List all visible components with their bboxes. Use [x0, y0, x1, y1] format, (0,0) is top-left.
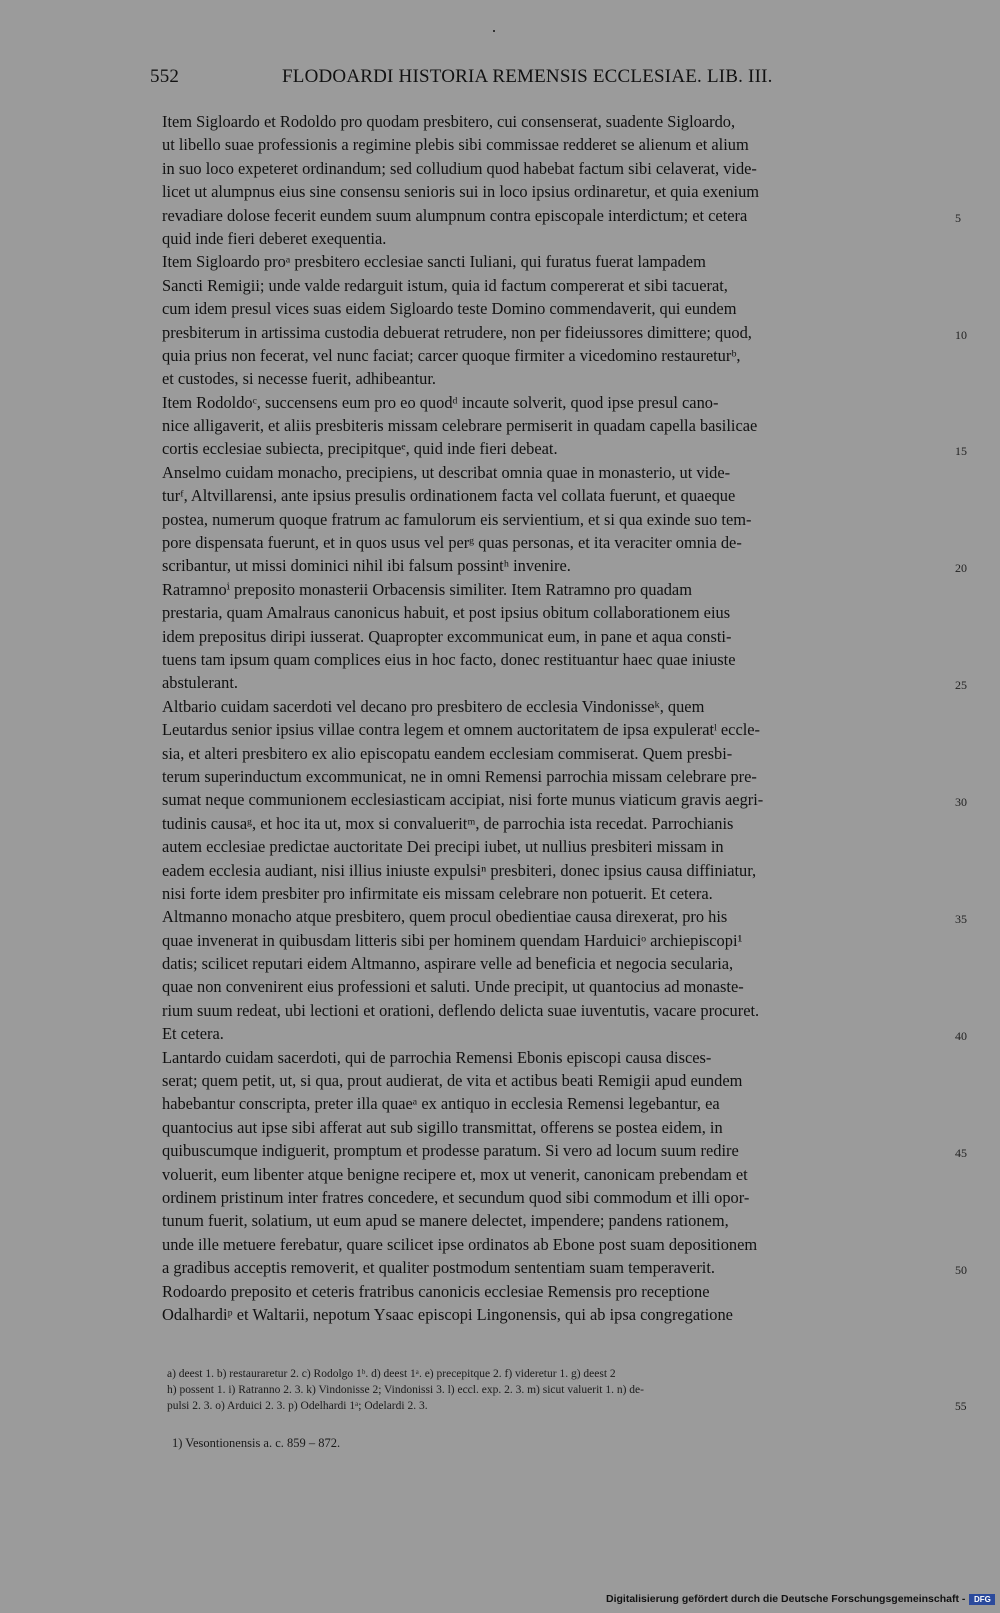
text-line-text: cum idem presul vices suas eidem Sigloardo teste Domino commendaverit, qui eundem: [162, 299, 737, 319]
text-line-text: Altbario cuidam sacerdoti vel decano pro presbitero de ecclesia Vindonisseᵏ, quem: [162, 696, 705, 716]
text-line-text: postea, numerum quoque fratrum ac famulorum eis servientium, et si qua exinde suo tem-: [162, 509, 752, 529]
text-line-text: revadiare dolose fecerit eundem suum alumpnum contra episcopale interdictum; et cetera: [162, 205, 748, 225]
text-line: [162, 929, 948, 952]
text-line-text: Item Rodoldoᶜ, succensens eum pro eo quodᵈ incaute solverit, quod ipse presul cano-: [162, 392, 719, 412]
text-line: [162, 975, 948, 998]
text-line: [162, 321, 967, 344]
line-number: 35: [955, 912, 967, 927]
text-line: [162, 882, 948, 905]
text-line: [162, 835, 948, 858]
text-line-text: tunum fuerit, solatium, ut eum apud se manere delectet, impendere; pandens rationem,: [162, 1211, 729, 1231]
text-line-text: turᶠ, Altvillarensi, ante ipsius presulis ordinationem facta vel collata fuerunt, et quaeque: [162, 486, 736, 506]
text-line: [162, 1069, 948, 1092]
text-line-text: eadem ecclesia audiant, nisi illius iniuste expulsiⁿ presbiteri, donec ipsius causa diffiniatur,: [162, 860, 757, 880]
text-line: [162, 437, 967, 460]
text-line-text: ut libello suae professionis a regimine plebis sibi commissae redderet se alienum et alium: [162, 135, 749, 155]
apparatus-line-text: a) deest 1. b) restauraretur 2. c) Rodolgo 1ᵇ. d) deest 1ᵃ. e) precepitque 2. f) videretur 1. g) deest 2: [167, 1368, 616, 1380]
text-line: [162, 531, 948, 554]
text-line-text: Sancti Remigii; unde valde redarguit istum, quia id factum compererat et sibi tacuerat,: [162, 275, 728, 295]
text-line-text: serat; quem petit, ut, si qua, prout audierat, de vita et actibus beati Remigii apud eundem: [162, 1071, 743, 1091]
line-number: 15: [955, 444, 967, 459]
text-line: [162, 1256, 967, 1279]
text-line: [162, 718, 948, 741]
line-number: 10: [955, 327, 967, 342]
text-line: [162, 1022, 967, 1045]
text-line: [162, 157, 948, 180]
text-line: [162, 1186, 948, 1209]
text-line-text: abstulerant.: [162, 673, 239, 693]
text-line: [162, 1046, 948, 1069]
text-line: [162, 367, 948, 390]
text-line: [162, 859, 948, 882]
text-line: [162, 1116, 948, 1139]
text-line-text: ordinem pristinum inter fratres concedere, et secundum quod sibi commodum et illi opor-: [162, 1187, 750, 1207]
text-line-text: in suo loco expeteret ordinandum; sed colludium quod habebat factum sibi celaverat, vide-: [162, 158, 757, 178]
line-number: 55: [955, 1401, 967, 1413]
text-line: [162, 274, 948, 297]
text-line-text: voluerit, eum libenter atque benigne recipere et, mox ut venerit, canonicam prebendam et: [162, 1164, 748, 1184]
scan-speck: [493, 30, 495, 32]
text-line-text: terum superinductum excommunicat, ne in omni Remensi parrochia missam celebrare pre-: [162, 766, 757, 786]
text-line: [162, 905, 967, 928]
text-line: [162, 671, 967, 694]
text-line: [162, 1303, 948, 1326]
apparatus-line-text: pulsi 2. 3. o) Arduici 2. 3. p) Odelhardi 1ᵃ; Odelardi 2. 3.: [167, 1400, 428, 1412]
text-line-text: Rodoardo preposito et ceteris fratribus canonicis ecclesiae Remensis pro receptione: [162, 1281, 710, 1301]
text-line: [162, 180, 948, 203]
dfg-footer: [606, 1593, 995, 1605]
line-number: 5: [955, 210, 961, 225]
text-line-text: Anselmo cuidam monacho, precipiens, ut describat omnia quae in monasterio, ut vide-: [162, 462, 731, 482]
main-text: [162, 110, 967, 1326]
text-line-text: quae non convenirent eius professioni et saluti. Unde precipit, ut quantocius ad monaste-: [162, 977, 744, 997]
text-line-text: quid inde fieri deberet exequentia.: [162, 228, 387, 248]
text-line-text: sia, et alteri presbitero ex alio episcopatu eandem ecclesiam commiserat. Quem presbi-: [162, 743, 733, 763]
apparatus-line: [167, 1398, 967, 1414]
text-line-text: tuens tam ipsum quam complices eius in hoc facto, donec restituantur haec quae iniuste: [162, 649, 736, 669]
text-line: [162, 1163, 948, 1186]
running-title: FLODOARDI HISTORIA REMENSIS ECCLESIAE. LIB. III.: [282, 66, 773, 87]
text-line: [162, 742, 948, 765]
text-line-text: cortis ecclesiae subiecta, precipitqueᵉ, quid inde fieri debeat.: [162, 439, 558, 459]
text-line: [162, 601, 948, 624]
page-number: 552: [150, 66, 180, 87]
dfg-logo-icon: DFG: [969, 1594, 995, 1605]
text-line: [162, 250, 948, 273]
text-line-text: Et cetera.: [162, 1024, 224, 1044]
apparatus-line: [167, 1366, 967, 1382]
text-line-text: datis; scilicet reputari eidem Altmanno, aspirare velle ad beneficia et negocia secularia,: [162, 954, 734, 974]
text-line: [162, 578, 948, 601]
text-line-text: Item Sigloardo et Rodoldo pro quodam presbitero, cui consenserat, suadente Sigloardo,: [162, 112, 736, 131]
text-line-text: prestaria, quam Amalraus canonicus habuit, et post ipsius obitum collaborationem eius: [162, 603, 731, 623]
text-line: [162, 765, 948, 788]
text-line: [162, 695, 948, 718]
text-line-text: quantocius aut ipse sibi afferat aut sub sigillo transmittat, offerens se postea eidem, in: [162, 1117, 723, 1137]
critical-apparatus: [167, 1366, 967, 1414]
line-number: 50: [955, 1263, 967, 1278]
text-line-text: Item Sigloardo proᵃ presbitero ecclesiae sancti Iuliani, qui furatus fuerat lampadem: [162, 252, 706, 272]
text-line-text: presbiterum in artissima custodia debuerat retrudere, non per fideiussores dimittere; quod,: [162, 322, 752, 342]
text-line-text: rium suum redeat, ubi lectioni et orationi, deflendo delicta suae iuventutis, vacare procuret.: [162, 1000, 760, 1020]
text-line-text: quia prius non fecerat, vel nunc faciat; carcer quoque firmiter a vicedomino restaureturᵇ,: [162, 345, 741, 365]
text-line-text: Ratramnoⁱ preposito monasterii Orbacensis similiter. Item Ratramno pro quadam: [162, 579, 692, 599]
text-line: [162, 625, 948, 648]
text-line: [162, 788, 967, 811]
text-line: [162, 133, 948, 156]
text-line-text: Leutardus senior ipsius villae contra legem et omnem auctoritatem de ipsa expuleratˡ eccle-: [162, 720, 761, 740]
text-line-text: idem prepositus diripi iusserat. Quapropter excommunicat eum, in pane et aqua consti-: [162, 626, 732, 646]
text-line: [162, 1233, 948, 1256]
footer-text: Digitalisierung gefördert durch die Deutsche Forschungsgemeinschaft -: [606, 1593, 966, 1605]
line-number: 40: [955, 1029, 967, 1044]
text-line-text: quibuscumque indiguerit, promptum et prodesse paratum. Si vero ad locum suum redire: [162, 1141, 739, 1161]
line-number: 45: [955, 1146, 967, 1161]
line-number: 25: [955, 678, 967, 693]
text-line: [162, 110, 948, 133]
text-line: [162, 952, 948, 975]
text-line-text: scribantur, ut missi dominici nihil ibi falsum possintʰ invenire.: [162, 556, 571, 576]
apparatus-line: [167, 1382, 967, 1398]
text-line: [162, 1209, 948, 1232]
text-line-text: licet ut alumpnus eius sine consensu senioris sui in loco ipsius ordinaretur, et quia exenium: [162, 182, 760, 202]
text-line-text: sumat neque communionem ecclesiasticam accipiat, nisi forte munus viaticum gravis aegri-: [162, 790, 764, 810]
text-line-text: unde ille metuere ferebatur, quare scilicet ipse ordinatos ab Ebone post suam depositionem: [162, 1234, 758, 1254]
text-line-text: Lantardo cuidam sacerdoti, qui de parrochia Remensi Ebonis episcopi causa disces-: [162, 1047, 712, 1067]
text-line-text: Odalhardiᵖ et Waltarii, nepotum Ysaac episcopi Lingonensis, qui ab ipsa congregatione: [162, 1304, 733, 1324]
text-line-text: a gradibus acceptis removerit, et qualiter postmodum sententiam suam temperaverit.: [162, 1258, 716, 1278]
line-number: 20: [955, 561, 967, 576]
text-line: [162, 1092, 948, 1115]
text-line: [162, 812, 948, 835]
apparatus-line-text: h) possent 1. i) Ratranno 2. 3. k) Vindonisse 2; Vindonissi 3. l) eccl. exp. 2. 3. m) sicut valuerit 1. n) de-: [167, 1384, 644, 1396]
text-line-text: quae invenerat in quibusdam litteris sibi per hominem quendam Harduiciᵒ archiepiscopi¹: [162, 930, 743, 950]
text-line: [162, 508, 948, 531]
text-line: [162, 554, 967, 577]
text-line: [162, 297, 948, 320]
text-line: [162, 461, 948, 484]
text-line: [162, 1280, 948, 1303]
text-line-text: nice alligaverit, et aliis presbiteris missam celebrare permiserit in quadam capella basilicae: [162, 416, 758, 436]
text-line: [162, 484, 948, 507]
text-line: [162, 1139, 967, 1162]
text-line-text: Altmanno monacho atque presbitero, quem procul obedientiae causa direxerat, pro his: [162, 907, 728, 927]
line-number: 30: [955, 795, 967, 810]
text-line-text: nisi forte idem presbiter pro infirmitate eis missam celebrare non potuerit. Et cetera.: [162, 883, 713, 903]
text-line-text: habebantur conscripta, preter illa quaeᵃ ex antiquo in ecclesia Remensi legebantur, ea: [162, 1094, 720, 1114]
text-line-text: autem ecclesiae predictae auctoritate Dei precipi iubet, ut nullius presbiteri missam in: [162, 837, 724, 857]
text-line: [162, 414, 948, 437]
text-line: [162, 648, 948, 671]
text-line-text: pore dispensata fuerunt, et in quos usus vel perᵍ quas personas, et ita veraciter omnia de-: [162, 533, 742, 553]
text-line: [162, 999, 948, 1022]
text-line: [162, 227, 948, 250]
text-line: [162, 204, 961, 227]
text-line: [162, 344, 948, 367]
text-line-text: tudinis causaᵍ, et hoc ita ut, mox si convalueritᵐ, de parrochia ista recedat. Parrochianis: [162, 813, 734, 833]
text-line-text: et custodes, si necesse fuerit, adhibeantur.: [162, 369, 436, 389]
text-line: [162, 391, 948, 414]
footnote: 1) Vesontionensis a. c. 859 – 872.: [172, 1436, 341, 1450]
